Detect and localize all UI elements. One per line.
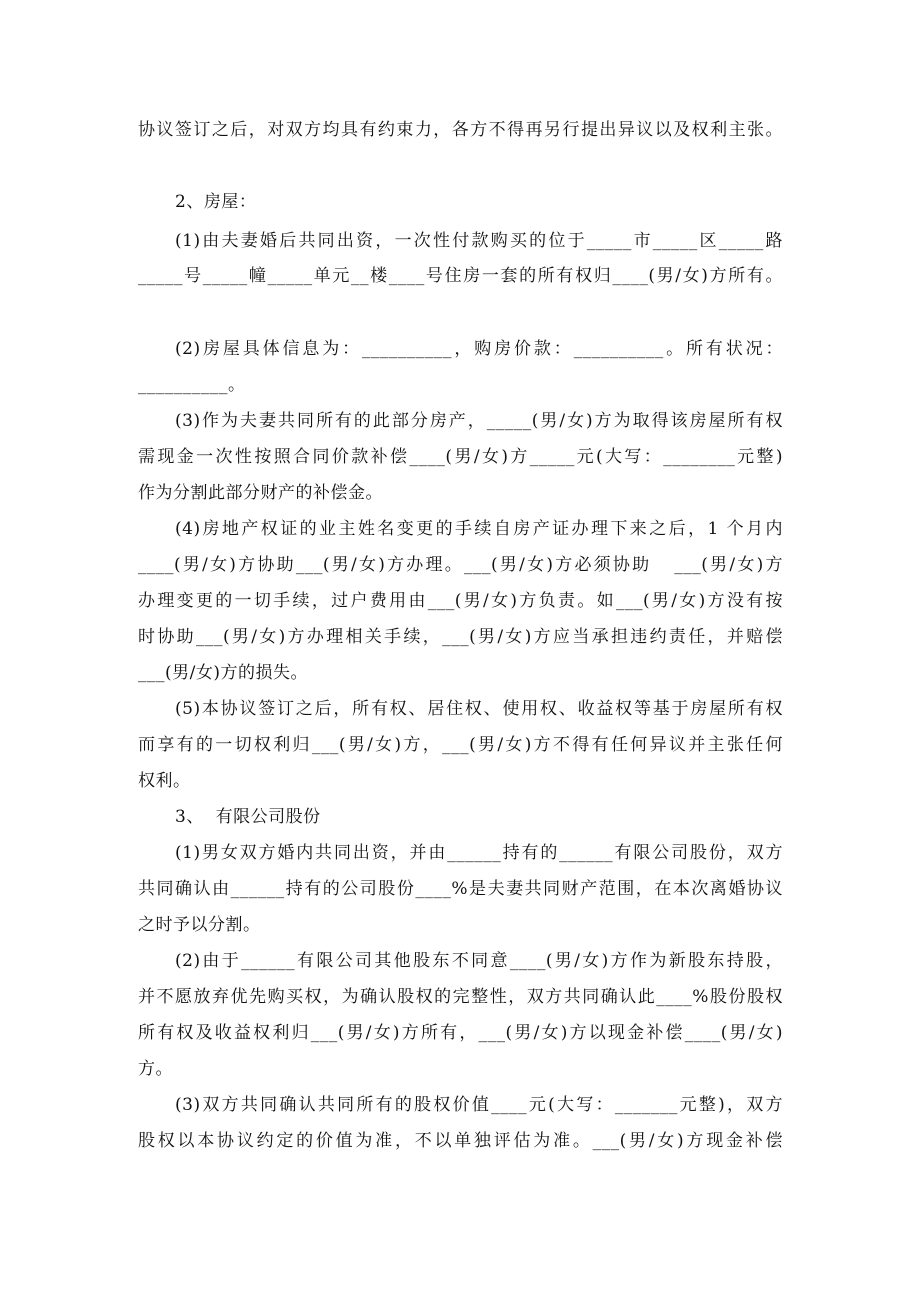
text-line: (2)由于______有限公司其他股东不同意____(男/女)方作为新股东持股， xyxy=(175,951,783,971)
text-line: (5)本协议签订之后，所有权、居住权、使用权、收益权等基于房屋所有权 xyxy=(175,699,783,719)
text-line: 权利。 xyxy=(138,771,191,791)
text-line: 时协助___(男/女)方办理相关手续，___(男/女)方应当承担违约责任，并赔偿 xyxy=(138,627,783,647)
text-line: (1)由夫妻婚后共同出资，一次性付款购买的位于_____市_____区_____路 xyxy=(175,231,783,251)
text-line: (3)双方共同确认共同所有的股权价值____元(大写：_______元整)，双方 xyxy=(175,1095,783,1115)
text-line: 共同确认由______持有的公司股份____%是夫妻共同财产范围，在本次离婚协议 xyxy=(138,879,783,899)
text-line: (2)房屋具体信息为：__________，购房价款：__________。所有状况： xyxy=(175,339,783,359)
section-heading: 2、房屋： xyxy=(175,192,257,212)
text-line: ___(男/女)方的损失。 xyxy=(138,663,308,683)
text-line: (4)房地产权证的业主姓名变更的手续自房产证办理下来之后，1 个月内 xyxy=(175,519,783,539)
text-line: 而享有的一切权利归___(男/女)方，___(男/女)方不得有任何异议并主张任何 xyxy=(138,735,783,755)
text-line: 办理变更的一切手续，过户费用由___(男/女)方负责。如___(男/女)方没有按 xyxy=(138,591,783,611)
text-line: (3)作为夫妻共同所有的此部分房产，_____(男/女)方为取得该房屋所有权 xyxy=(175,411,783,431)
text-line: 方。 xyxy=(138,1059,173,1079)
text-line: __________。 xyxy=(138,375,246,395)
text-line: ____(男/女)方协助___(男/女)方办理。___(男/女)方必须协助 ___(男/女)方 xyxy=(138,555,783,575)
text-line: 之时予以分割。 xyxy=(138,915,261,935)
text-line: (1)男女双方婚内共同出资，并由______持有的______有限公司股份，双方 xyxy=(175,843,783,863)
text-line: 需现金一次性按照合同价款补偿____(男/女)方_____元(大写：________元整) xyxy=(138,447,783,467)
text-line: _____号_____幢_____单元__楼____号住房一套的所有权归____(男/女)方所有。 xyxy=(138,266,783,286)
text-line: 股权以本协议约定的价值为准，不以单独评估为准。___(男/女)方现金补偿 xyxy=(138,1131,783,1151)
text-line: 协议签订之后，对双方均具有约束力，各方不得再另行提出异议以及权利主张。 xyxy=(138,120,783,140)
section-heading: 3、 有限公司股份 xyxy=(175,807,321,827)
text-line: 并不愿放弃优先购买权，为确认股权的完整性，双方共同确认此____%股份股权 xyxy=(138,987,783,1007)
text-line: 所有权及收益权利归___(男/女)方所有，___(男/女)方以现金补偿____(男/女) xyxy=(138,1023,783,1043)
text-line: 作为分割此部分财产的补偿金。 xyxy=(138,483,383,503)
